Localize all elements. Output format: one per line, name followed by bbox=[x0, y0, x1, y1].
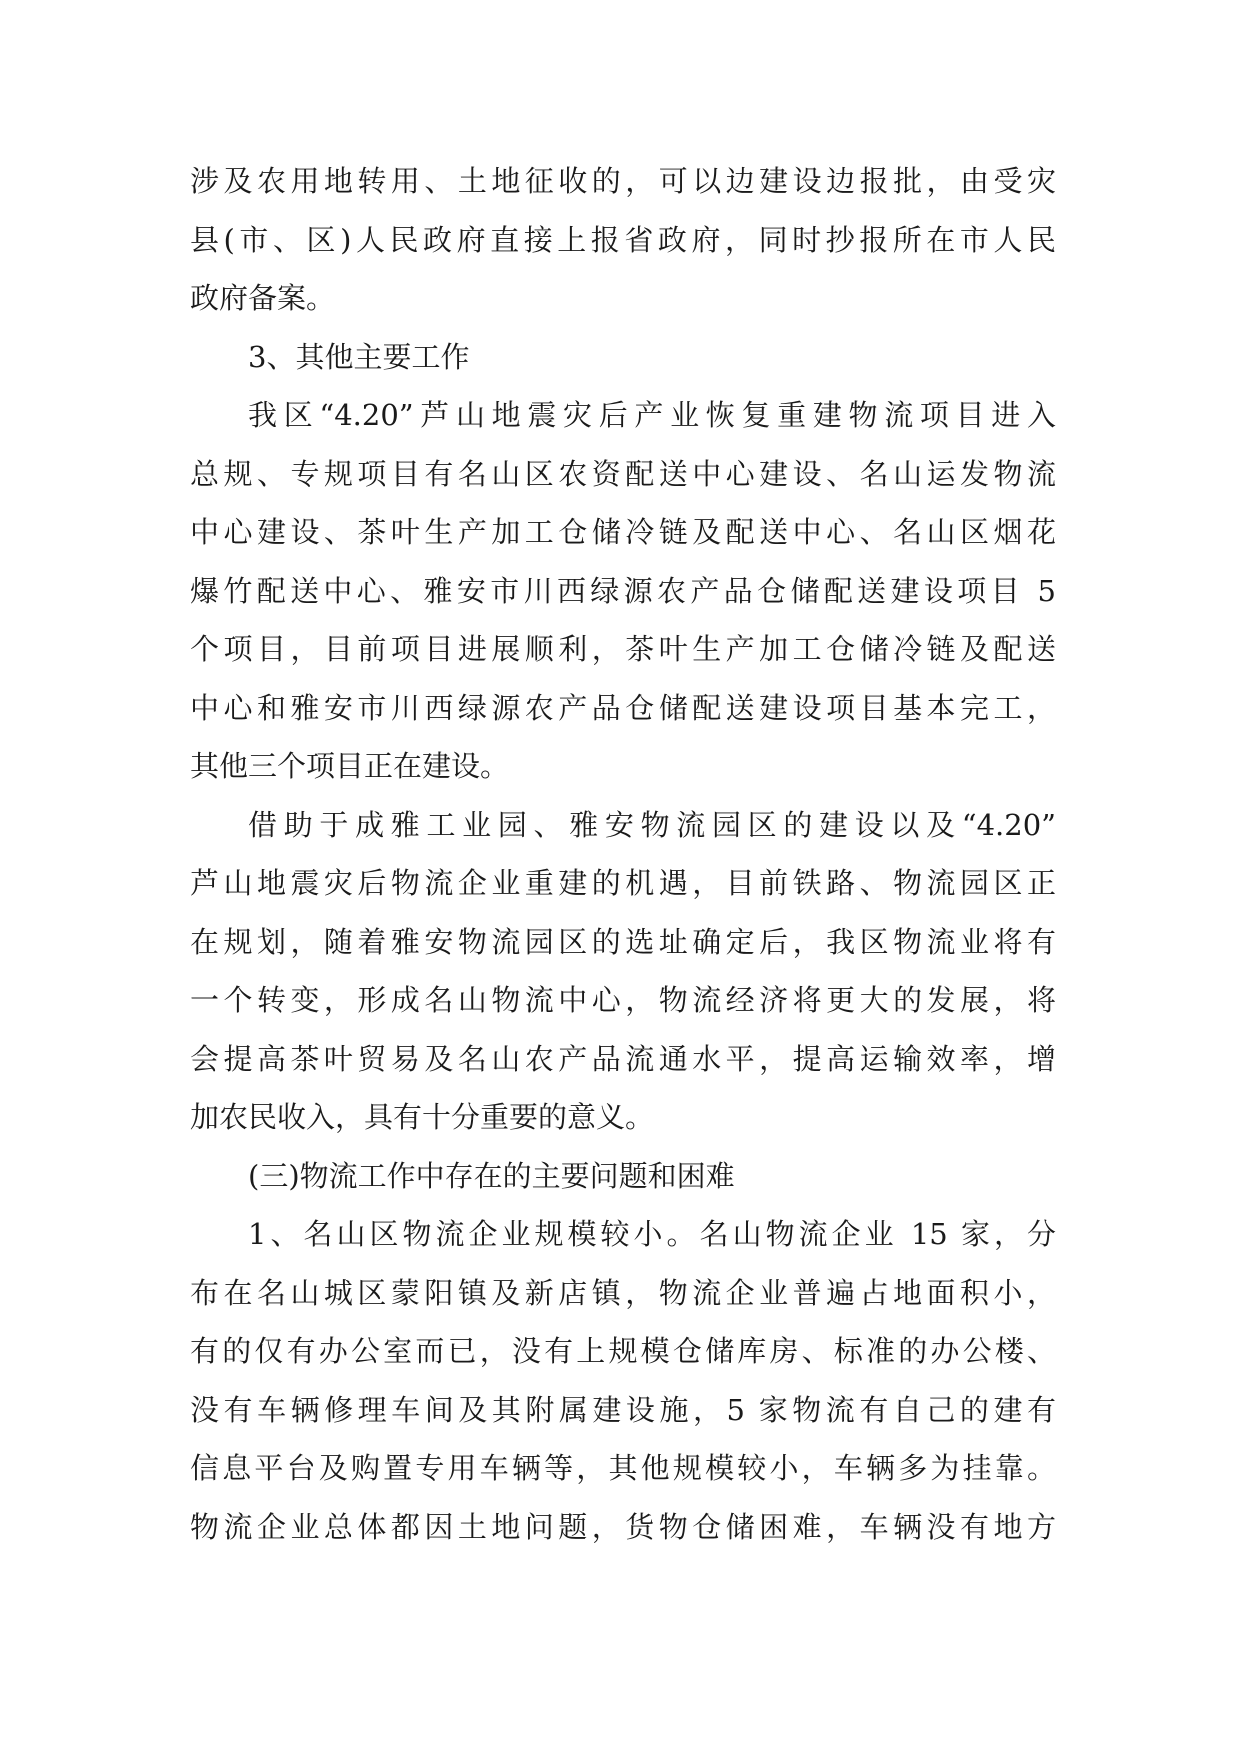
text-line: 中心和雅安市川西绿源农产品仓储配送建设项目基本完工， bbox=[190, 690, 1056, 725]
text-line: (三)物流工作中存在的主要问题和困难 bbox=[248, 1158, 735, 1193]
text-line: 布在名山城区蒙阳镇及新店镇，物流企业普遍占地面积小， bbox=[190, 1275, 1056, 1310]
text-line: 政府备案。 bbox=[190, 281, 336, 315]
text-line: 1、名山区物流企业规模较小。名山物流企业 15 家，分 bbox=[248, 1217, 1056, 1251]
text-line: 信息平台及购置专用车辆等，其他规模较小，车辆多为挂靠。 bbox=[190, 1451, 1056, 1485]
text-line: 我区“4.20”芦山地震灾后产业恢复重建物流项目进入 bbox=[248, 398, 1056, 432]
text-line: 县(市、区)人民政府直接上报省政府，同时抄报所在市人民 bbox=[190, 222, 1056, 257]
text-line: 总规、专规项目有名山区农资配送中心建设、名山运发物流 bbox=[190, 456, 1056, 491]
text-line: 爆竹配送中心、雅安市川西绿源农产品仓储配送建设项目 5 bbox=[190, 573, 1056, 608]
text-line: 3、其他主要工作 bbox=[248, 339, 470, 374]
text-line: 物流企业总体都因土地问题，货物仓储困难，车辆没有地方 bbox=[190, 1509, 1056, 1544]
text-line: 一个转变，形成名山物流中心，物流经济将更大的发展，将 bbox=[190, 983, 1056, 1017]
body-text bbox=[190, 152, 1056, 1556]
text-line: 没有车辆修理车间及其附属建设施，5 家物流有自己的建有 bbox=[190, 1392, 1056, 1427]
text-line: 在规划，随着雅安物流园区的选址确定后，我区物流业将有 bbox=[190, 924, 1056, 959]
text-line: 其他三个项目正在建设。 bbox=[190, 749, 510, 783]
text-line: 涉及农用地转用、土地征收的，可以边建设边报批，由受灾 bbox=[190, 164, 1056, 198]
text-line: 借助于成雅工业园、雅安物流园区的建设以及“4.20” bbox=[248, 807, 1056, 842]
text-line: 个项目，目前项目进展顺利，茶叶生产加工仓储冷链及配送 bbox=[190, 632, 1056, 666]
text-line: 加农民收入，具有十分重要的意义。 bbox=[190, 1100, 655, 1134]
text-line: 中心建设、茶叶生产加工仓储冷链及配送中心、名山区烟花 bbox=[190, 515, 1056, 549]
text-line: 会提高茶叶贸易及名山农产品流通水平，提高运输效率，增 bbox=[190, 1041, 1056, 1076]
text-line: 有的仅有办公室而已，没有上规模仓储库房、标准的办公楼、 bbox=[190, 1334, 1056, 1368]
text-line: 芦山地震灾后物流企业重建的机遇，目前铁路、物流园区正 bbox=[190, 866, 1056, 900]
